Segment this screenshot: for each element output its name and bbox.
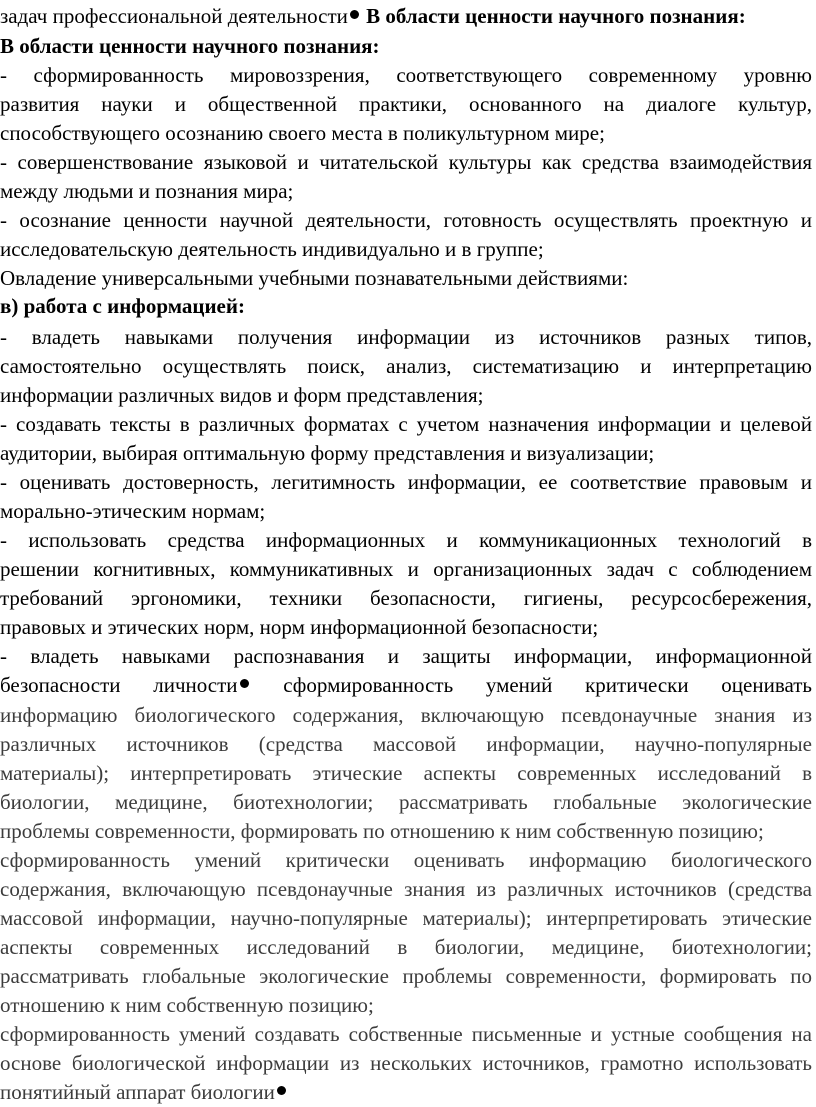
text-line: решении когнитивных, коммуникативных и организационных задач с соблюдением — [0, 557, 812, 581]
text-line: биологии, медицине, биотехнологии; рассматривать глобальные экологические — [0, 790, 812, 814]
text-line: - создавать тексты в различных форматах с учетом назначения информации и целевой — [0, 412, 812, 436]
text-line: развития науки и общественной практики, основанного на диалоге культур, — [0, 92, 812, 116]
text-line: между людьми и познания мира; — [0, 179, 294, 203]
bullet-icon — [350, 10, 359, 19]
line-1-text: задач профессиональной деятельности — [0, 4, 348, 28]
text-line: содержания, включающую псевдонаучные знания из различных источников (средства — [0, 877, 812, 901]
text-line: рассматривать глобальные экологические проблемы современности, формировать по — [0, 964, 812, 988]
text-line: правовых и этических норм, норм информационной безопасности; — [0, 615, 599, 639]
text-line: информации различных видов и форм представления; — [0, 383, 484, 407]
text-line: - владеть навыками получения информации из источников разных типов, — [0, 325, 812, 349]
text-line: самостоятельно осуществлять поиск, анализ, систематизацию и интерпретацию — [0, 354, 812, 378]
text-line: различных источников (средства массовой информации, научно-популярные — [0, 732, 812, 756]
heading-inline: В области ценности научного познания: — [366, 4, 746, 28]
text-line: сформированность умений создавать собственные письменные и устные сообщения на — [0, 1022, 812, 1046]
text-line: Овладение универсальными учебными познавательными действиями: — [0, 266, 629, 290]
last-line-text: понятийный аппарат биологии — [0, 1080, 275, 1104]
text-line: - использовать средства информационных и коммуникационных технологий в — [0, 528, 812, 552]
text-line: информацию биологического содержания, включающую псевдонаучные знания из — [0, 703, 812, 727]
heading-scientific-knowledge: В области ценности научного познания: — [0, 34, 380, 58]
text-line: - совершенствование языковой и читательской культуры как средства взаимодействия — [0, 150, 812, 174]
text-line: - оценивать достоверность, легитимность информации, ее соответствие правовым и — [0, 470, 812, 494]
text-line: способствующего осознанию своего места в поликультурном мире; — [0, 121, 605, 145]
text-line: отношению к ним собственную позицию; — [0, 993, 374, 1017]
line-1 — [0, 2, 812, 31]
text-line: требований эргономики, техники безопасности, гигиены, ресурсосбережения, — [0, 586, 812, 610]
text-line: массовой информации, научно-популярные материалы); интерпретировать этические — [0, 906, 812, 930]
line-24-continuation: сформированность умений критически оценивать — [283, 673, 813, 697]
text-line: - осознание ценности научной деятельности, готовность осуществлять проектную и — [0, 208, 812, 232]
last-line — [0, 1078, 812, 1107]
bullet-icon — [277, 1086, 286, 1095]
text-line: материалы); интерпретировать этические аспекты современных исследований в — [0, 761, 812, 785]
text-line: морально-этическим нормам; — [0, 499, 266, 523]
heading-information-work: в) работа с информацией: — [0, 294, 245, 318]
text-line: аспекты современных исследований в биологии, медицине, биотехнологии; — [0, 935, 812, 959]
line-24 — [0, 671, 812, 700]
text-line: - сформированность мировоззрения, соответствующего современному уровню — [0, 63, 812, 87]
text-line: основе биологической информации из нескольких источников, грамотно использовать — [0, 1051, 812, 1075]
line-24-text: безопасности личности — [0, 673, 238, 697]
text-line: исследовательскую деятельность индивидуально и в группе; — [0, 237, 544, 261]
bullet-icon — [240, 679, 249, 688]
text-line: сформированность умений критически оценивать информацию биологического — [0, 848, 812, 872]
text-line: - владеть навыками распознавания и защиты информации, информационной — [0, 644, 812, 668]
text-line: проблемы современности, формировать по отношению к ним собственную позицию; — [0, 819, 764, 843]
text-line: аудитории, выбирая оптимальную форму представления и визуализации; — [0, 441, 655, 465]
